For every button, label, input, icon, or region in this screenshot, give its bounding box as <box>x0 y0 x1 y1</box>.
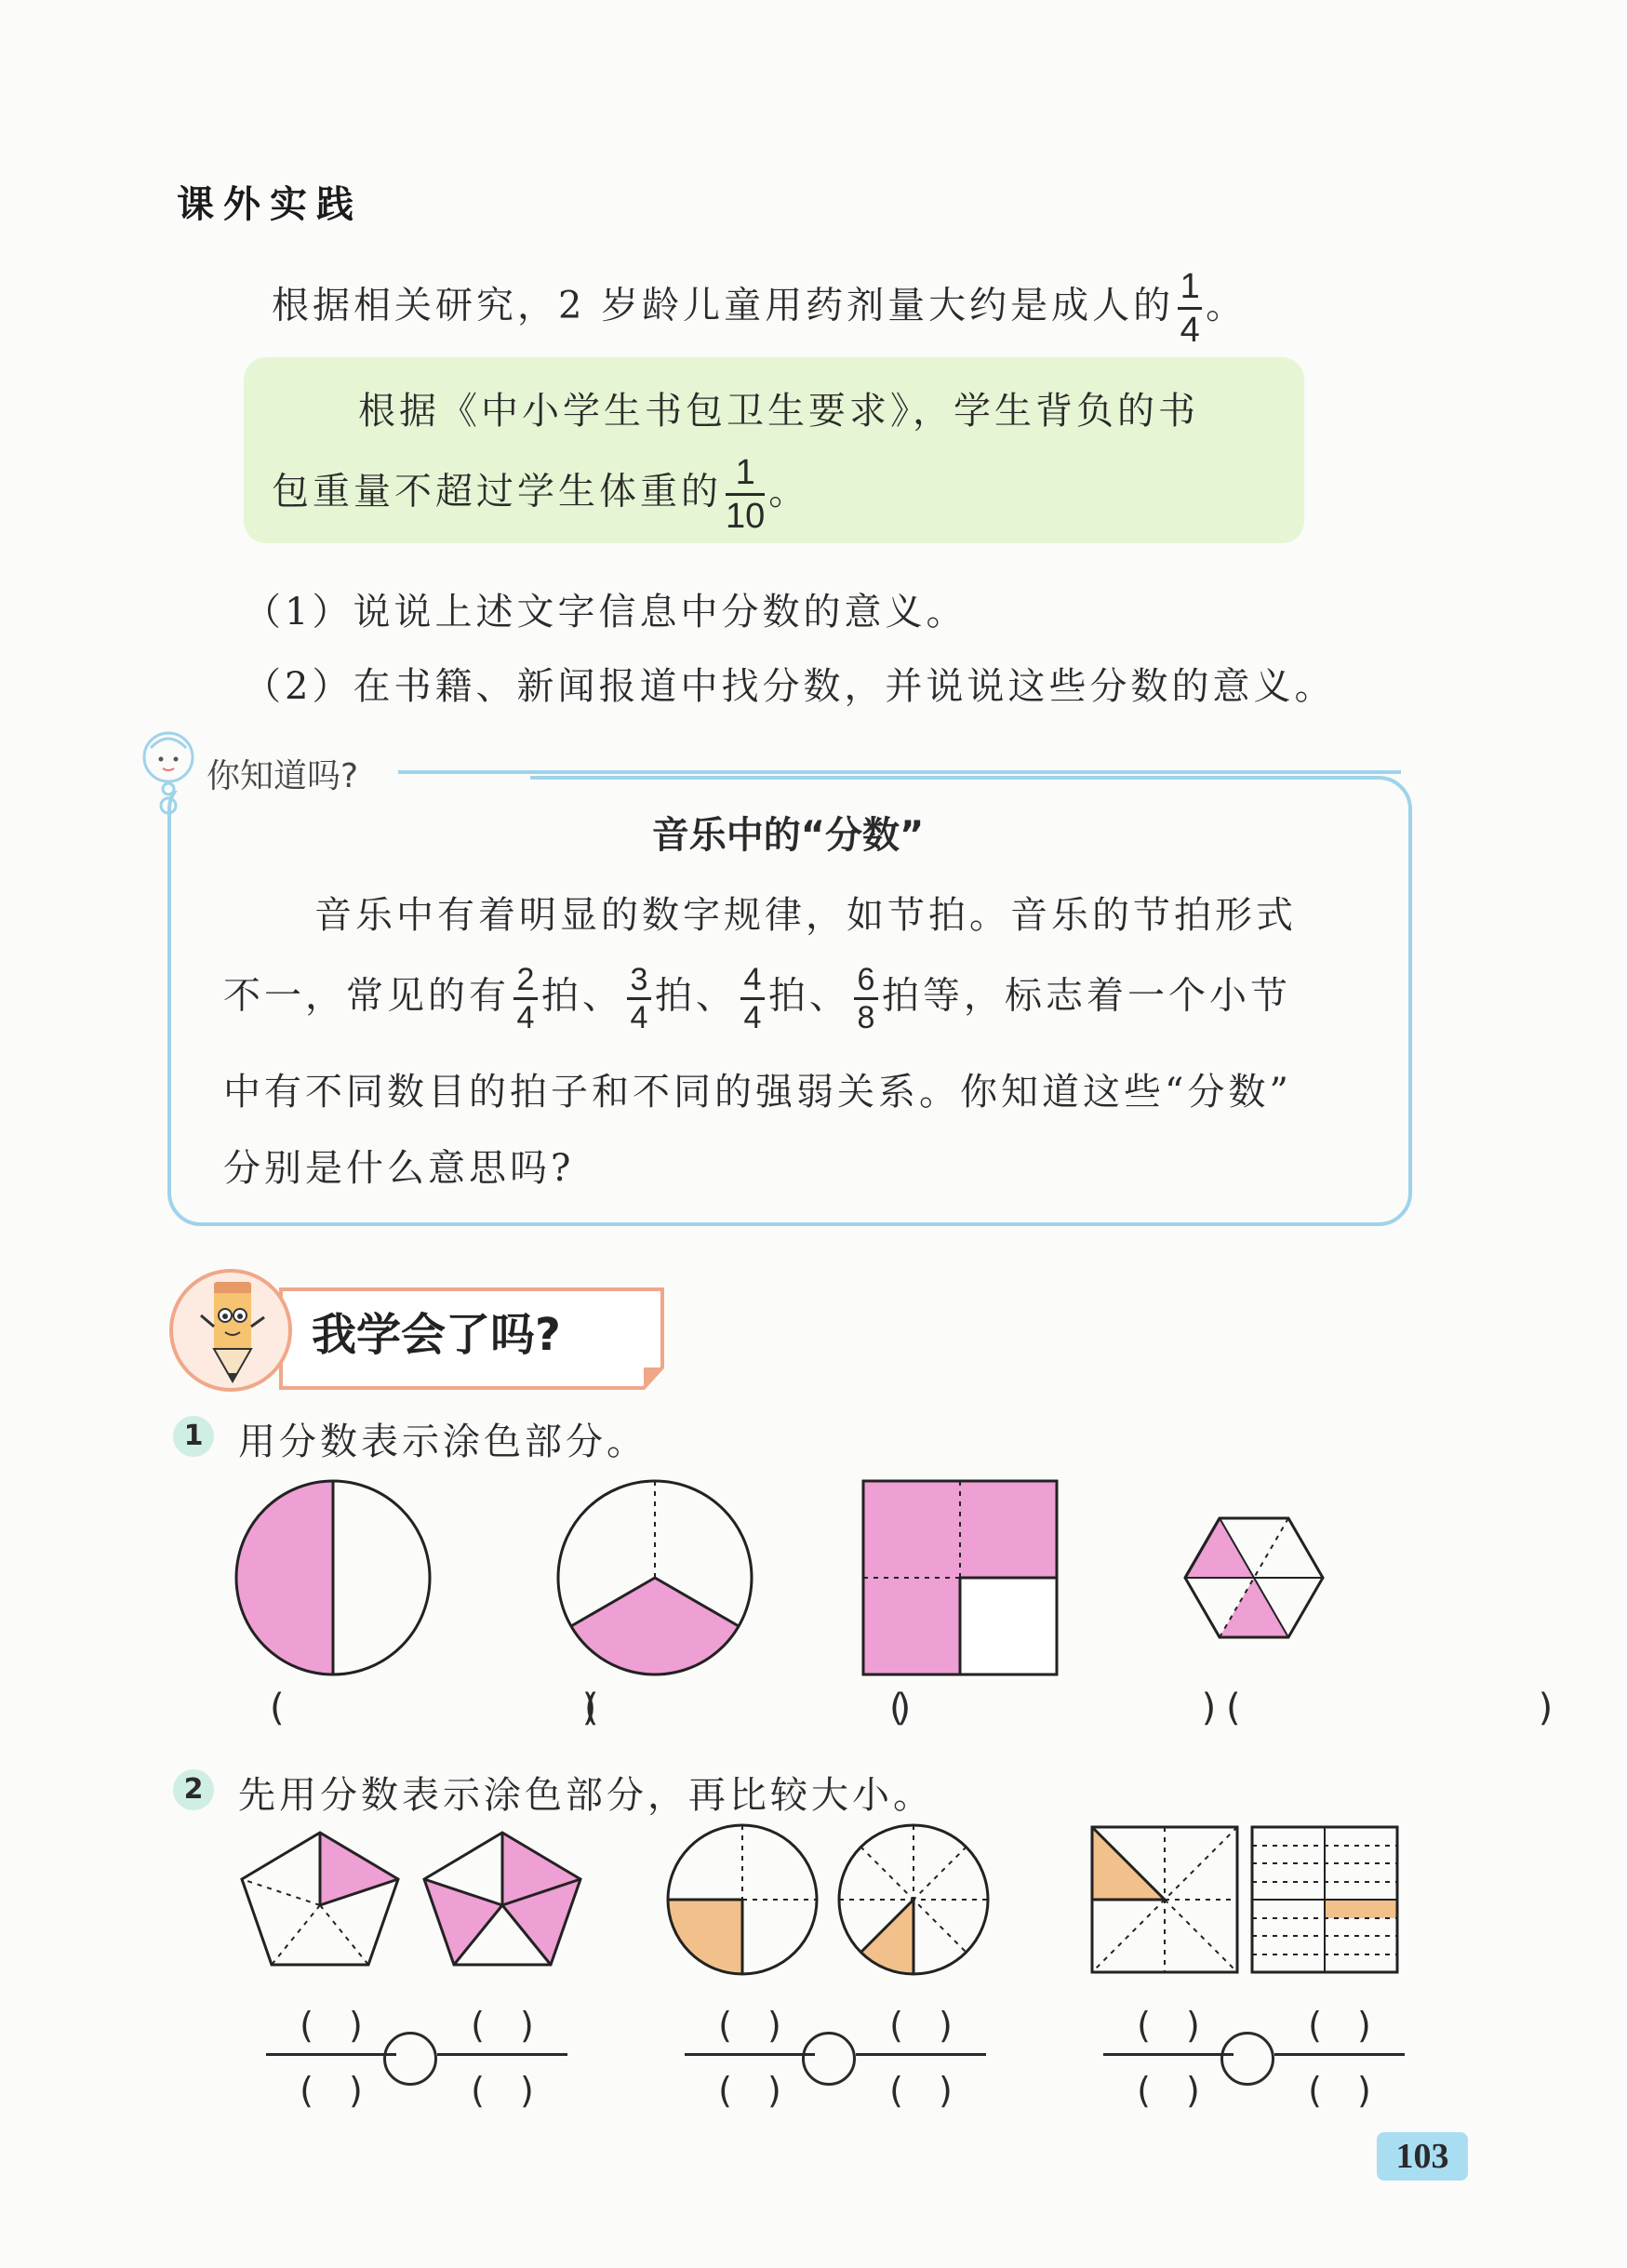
square-quarters-figure <box>863 1481 1057 1674</box>
fraction-4-4 <box>740 964 765 1034</box>
period: 。 <box>1206 284 1247 327</box>
frac-numerator: 6 <box>857 962 875 997</box>
pentagon-three-fifths-figure <box>424 1833 580 1965</box>
blank-numerator[interactable]: ( ) <box>889 2005 953 2046</box>
exercise-1-badge: 1 <box>173 1416 214 1457</box>
blank-numerator[interactable]: ( ) <box>1137 2005 1200 2046</box>
third-circle-figure <box>558 1481 752 1674</box>
blank-denominator[interactable]: ( ) <box>1308 2070 1371 2111</box>
blank-numerator[interactable]: ( ) <box>1308 2005 1371 2046</box>
fraction-one-tenth <box>726 454 765 535</box>
music-line-3: 中有不同数目的拍子和不同的强弱关系。你知道这些“分数” <box>223 1071 1292 1114</box>
answer-blank-4[interactable]: ( ) <box>1226 1687 1627 1729</box>
label-rule <box>398 770 1401 774</box>
music-line-2 <box>223 964 1291 1034</box>
music-title: 音乐中的“分数” <box>651 814 925 857</box>
answer-blank-1[interactable]: ( ) <box>270 1687 672 1729</box>
exercise-1-figures <box>223 1470 1433 1693</box>
schoolbag-text: 包重量不超过学生体重的 <box>272 470 722 514</box>
beat-word: 拍 <box>768 974 809 1018</box>
compare-3-right-fraction[interactable] <box>1274 1996 1405 2113</box>
separator: 、 <box>809 974 850 1018</box>
separator: 、 <box>696 974 737 1018</box>
lightbulb-head-icon <box>138 727 199 817</box>
hexagon-figure <box>1185 1518 1323 1637</box>
separator: 、 <box>582 974 623 1018</box>
circle-one-eighth-figure <box>839 1825 988 1974</box>
frac-denominator: 4 <box>516 1000 535 1035</box>
compare-2-circle[interactable] <box>802 2032 856 2086</box>
answer-blank-3[interactable]: ( ) <box>889 1687 1291 1729</box>
compare-2-left-fraction[interactable] <box>685 1996 815 2113</box>
fraction-3-4 <box>627 964 651 1034</box>
did-you-know-label: 你知道吗? <box>207 757 359 795</box>
frac-denominator: 4 <box>743 1000 762 1035</box>
quiz-title: 我学会了吗? <box>312 1309 561 1361</box>
exercise-1-prompt: 用分数表示涂色部分。 <box>238 1421 647 1463</box>
frac-denominator: 4 <box>630 1000 648 1035</box>
frac-numerator: 4 <box>743 962 762 997</box>
blank-numerator[interactable]: ( ) <box>300 2005 363 2046</box>
beat-word: 拍 <box>655 974 696 1018</box>
fraction-2-4 <box>513 964 538 1034</box>
period: 。 <box>768 470 810 514</box>
blank-denominator[interactable]: ( ) <box>300 2070 363 2111</box>
question-2: （2）在书籍、新闻报道中找分数，并说说这些分数的意义。 <box>244 665 1336 708</box>
grid-one-sixteenth-figure <box>1252 1827 1397 1972</box>
answer-blank-2[interactable]: ( ) <box>584 1687 986 1729</box>
practice-intro <box>272 268 1247 349</box>
page-number: 103 <box>1377 2132 1468 2181</box>
frac-numerator: 3 <box>630 962 648 997</box>
exercise-2-prompt: 先用分数表示涂色部分，再比较大小。 <box>238 1774 934 1817</box>
frac-numerator: 1 <box>1180 267 1200 306</box>
compare-2-right-fraction[interactable] <box>856 1996 986 2113</box>
music-text: 不一，常见的有 <box>223 974 510 1018</box>
section-title: 课外实践 <box>177 182 363 226</box>
pencil-mascot-icon <box>197 1274 268 1386</box>
frac-numerator: 2 <box>516 962 535 997</box>
pentagon-one-fifth-figure <box>242 1833 398 1965</box>
frac-denominator: 8 <box>857 1000 875 1035</box>
blank-denominator[interactable]: ( ) <box>889 2070 953 2111</box>
question-1: （1）说说上述文字信息中分数的意义。 <box>244 591 967 634</box>
compare-3-left-fraction[interactable] <box>1103 1996 1234 2113</box>
beat-word: 拍 <box>541 974 582 1018</box>
fraction-one-quarter <box>1178 268 1202 349</box>
blank-numerator[interactable]: ( ) <box>471 2005 534 2046</box>
blank-denominator[interactable]: ( ) <box>471 2070 534 2111</box>
frac-denominator: 10 <box>726 497 766 536</box>
blank-numerator[interactable]: ( ) <box>718 2005 781 2046</box>
fraction-6-8 <box>854 964 878 1034</box>
compare-1-circle[interactable] <box>383 2032 437 2086</box>
exercise-2-figures <box>223 1823 1433 1991</box>
circle-one-quarter-figure <box>668 1825 817 1974</box>
square-one-eighth-figure <box>1092 1827 1237 1972</box>
half-circle-figure <box>236 1481 430 1674</box>
schoolbag-line-1: 根据《中小学生书包卫生要求》，学生背负的书 <box>358 390 1199 433</box>
frac-numerator: 1 <box>735 453 755 492</box>
exercise-2-badge: 2 <box>173 1769 214 1810</box>
compare-1-right-fraction[interactable] <box>437 1996 567 2113</box>
frac-denominator: 4 <box>1180 311 1200 350</box>
music-line-1: 音乐中有着明显的数字规律，如节拍。音乐的节拍形式 <box>314 894 1297 937</box>
blank-denominator[interactable]: ( ) <box>1137 2070 1200 2111</box>
blank-denominator[interactable]: ( ) <box>718 2070 781 2111</box>
schoolbag-line-2 <box>272 454 809 535</box>
music-line-4: 分别是什么意思吗? <box>223 1147 575 1190</box>
music-text-end: 拍等，标志着一个小节 <box>882 974 1291 1018</box>
practice-intro-text: 根据相关研究，2 岁龄儿童用药剂量大约是成人的 <box>272 284 1175 327</box>
compare-1-left-fraction[interactable] <box>266 1996 396 2113</box>
compare-3-circle[interactable] <box>1220 2032 1274 2086</box>
